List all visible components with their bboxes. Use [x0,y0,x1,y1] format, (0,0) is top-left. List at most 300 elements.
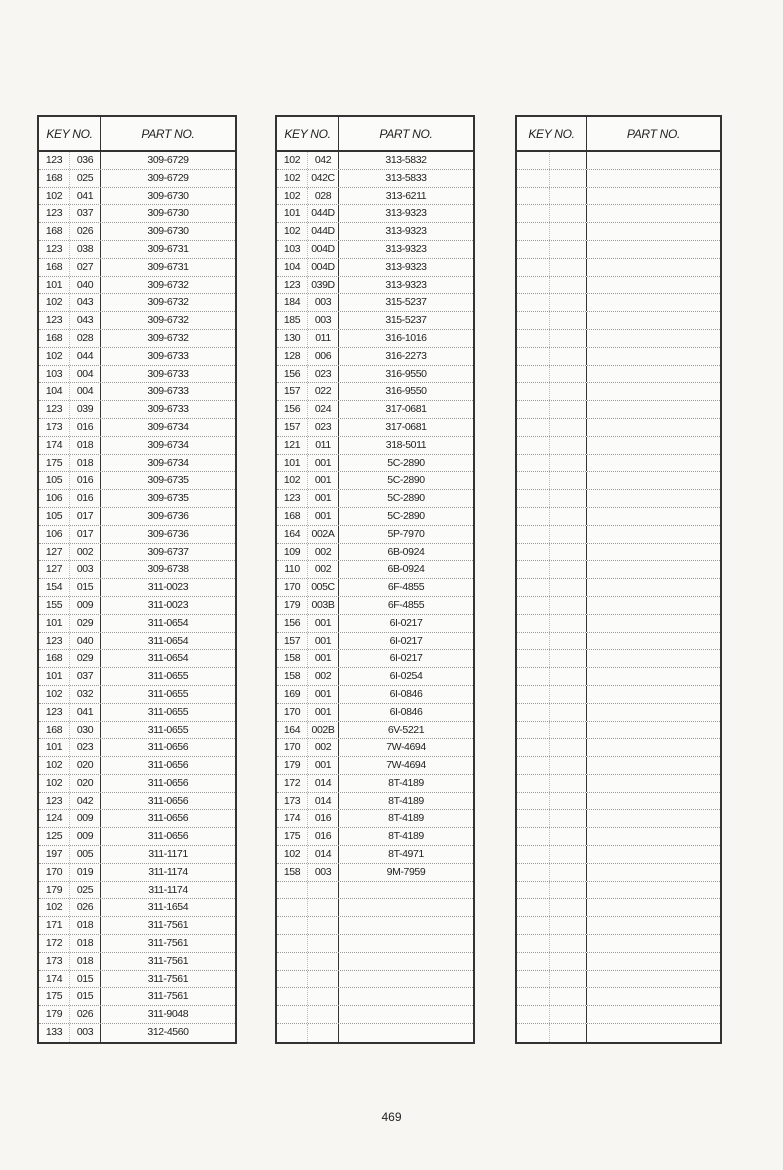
item-no-cell: 036 [70,152,101,169]
parts-index-table-3 [515,115,722,1044]
item-no-cell: 003 [308,294,339,311]
item-no-cell [550,810,587,827]
part-no-cell: 318-5011 [385,438,427,451]
part-no-cell: 312-4560 [147,1026,189,1039]
key-no-cell: 174 [277,810,308,827]
item-no-cell: 037 [70,205,101,222]
part-no-cell: 309-6729 [147,154,189,166]
part-no-cell: 309-6731 [147,242,189,255]
key-no-cell [517,686,550,703]
key-no-cell [517,401,550,418]
table-row [39,757,235,775]
item-no-cell: 004D [308,259,339,276]
table-row [277,1024,473,1042]
table-row [39,917,235,935]
item-no-cell [308,935,339,952]
part-no-cell [339,917,473,934]
key-no-cell [517,437,550,454]
item-no-cell: 003 [70,1024,101,1042]
part-no-cell: 6B-0924 [387,545,425,558]
part-no-cell: 309-6730 [147,189,189,202]
table-row [39,739,235,757]
part-no-cell: 316-9550 [385,367,427,380]
key-no-cell [517,988,550,1005]
part-no-cell: 309-6732 [147,314,189,327]
table-header [39,117,235,152]
key-no-cell [517,704,550,721]
key-no-cell [517,348,550,365]
key-no-cell: 102 [277,472,308,489]
key-no-cell: 169 [277,686,308,703]
table-row [39,259,235,277]
part-no-cell [587,383,720,400]
item-no-cell: 003B [308,597,339,614]
item-no-cell: 018 [70,917,101,934]
item-no-cell [550,544,587,561]
table-row [517,882,720,900]
key-no-cell: 123 [39,152,70,169]
table-row [39,348,235,366]
part-no-cell: 311-0654 [147,652,189,665]
table-row [517,259,720,277]
key-no-cell: 102 [277,188,308,205]
table-row [39,188,235,206]
item-no-cell: 011 [308,437,339,454]
table-body [39,152,235,1042]
table-row [39,526,235,544]
table-row [39,205,235,223]
table-row [517,650,720,668]
key-no-cell: 156 [277,366,308,383]
part-no-cell [587,579,720,596]
key-no-cell [517,828,550,845]
item-no-cell: 024 [308,401,339,418]
part-no-cell: 311-0656 [147,794,189,807]
item-no-cell [550,828,587,845]
table-row [277,508,473,526]
item-no-cell: 001 [308,757,339,774]
item-no-cell: 002 [308,561,339,578]
part-no-cell [339,935,473,952]
part-no-cell [587,437,720,454]
key-no-cell: 157 [277,419,308,436]
part-no-cell [587,668,720,685]
item-no-cell: 004 [70,383,101,400]
key-no-cell: 179 [39,1006,70,1023]
part-no-cell: 311-1171 [148,848,188,861]
part-no-cell: 309-6733 [147,385,189,398]
key-no-cell [517,561,550,578]
key-no-cell [517,810,550,827]
part-no-header: PART NO. [141,126,195,141]
table-row [277,437,473,455]
table-row [277,366,473,384]
part-no-cell: 309-6735 [147,492,189,505]
table-row [517,419,720,437]
key-no-cell: 168 [39,170,70,187]
key-no-cell [517,971,550,988]
table-row [39,472,235,490]
part-no-cell: 6F-4855 [387,581,425,594]
table-row [277,597,473,615]
key-no-cell: 170 [277,739,308,756]
part-no-cell: 315-5237 [385,296,427,309]
item-no-cell: 023 [70,739,101,756]
key-no-cell: 102 [277,223,308,240]
item-no-cell [550,205,587,222]
key-no-cell: 124 [39,810,70,827]
key-no-cell: 104 [277,259,308,276]
part-no-cell: 311-7561 [147,954,189,967]
key-no-cell: 157 [277,633,308,650]
item-no-cell [550,170,587,187]
item-no-cell: 016 [308,828,339,845]
key-no-cell: 127 [39,561,70,578]
table-row [39,846,235,864]
table-row [517,1024,720,1042]
table-row [517,953,720,971]
key-no-cell: 168 [39,259,70,276]
item-no-cell: 042C [308,170,339,187]
item-no-cell: 028 [70,330,101,347]
key-no-cell: 175 [39,455,70,472]
part-no-cell: 311-7561 [147,937,189,950]
part-no-cell: 317-0681 [385,403,427,416]
key-no-cell: 154 [39,579,70,596]
table-row [277,455,473,473]
part-no-cell: 6I-0217 [389,616,423,629]
table-row [517,757,720,775]
key-no-cell: 172 [39,935,70,952]
item-no-cell: 039D [308,277,339,294]
key-no-cell: 101 [39,615,70,632]
table-row [277,526,473,544]
table-row [517,526,720,544]
part-no-cell: 311-1654 [147,901,189,914]
table-row [277,579,473,597]
key-no-cell: 105 [39,508,70,525]
part-no-cell: 309-6731 [147,260,189,273]
key-no-cell [517,953,550,970]
table-row [517,846,720,864]
item-no-cell [550,490,587,507]
key-no-cell: 173 [39,953,70,970]
table-row [277,668,473,686]
key-no-cell: 102 [39,757,70,774]
part-no-cell [587,828,720,845]
table-row [39,775,235,793]
item-no-cell: 001 [308,472,339,489]
item-no-cell: 037 [70,668,101,685]
item-no-cell: 027 [70,259,101,276]
part-no-cell: 311-0023 [147,598,189,611]
key-no-cell: 158 [277,650,308,667]
part-no-cell: 311-0654 [147,616,189,629]
key-no-cell: 123 [39,312,70,329]
key-no-cell [277,1006,308,1023]
item-no-cell: 003 [70,561,101,578]
table-row [277,846,473,864]
key-no-header: KEY NO. [517,117,587,150]
key-no-cell: 102 [39,348,70,365]
table-row [39,170,235,188]
table-row [517,205,720,223]
part-no-cell [587,846,720,863]
part-no-cell [587,277,720,294]
key-no-cell [517,597,550,614]
item-no-cell: 028 [308,188,339,205]
key-no-cell: 103 [39,366,70,383]
part-no-cell: 309-6733 [147,367,189,380]
item-no-cell: 002 [308,668,339,685]
table-row [39,615,235,633]
key-no-cell [517,722,550,739]
item-no-cell [550,366,587,383]
part-no-cell: 5C-2890 [387,456,425,469]
table-row [277,917,473,935]
table-row [277,775,473,793]
part-no-cell: 311-0656 [147,741,189,754]
table-row [277,205,473,223]
table-row [517,988,720,1006]
part-no-header: PART NO. [626,126,681,141]
part-no-cell: 8T-4189 [388,830,424,843]
table-row [517,294,720,312]
item-no-cell: 017 [70,526,101,543]
table-row [277,152,473,170]
table-row [277,188,473,206]
key-no-cell: 123 [39,401,70,418]
table-row [517,971,720,989]
part-no-cell [587,294,720,311]
item-no-cell [550,241,587,258]
key-no-cell [517,917,550,934]
item-no-cell [550,722,587,739]
part-no-cell [587,330,720,347]
part-no-cell: 6I-0846 [389,687,423,700]
part-no-cell [587,419,720,436]
key-no-cell [277,935,308,952]
key-no-cell: 173 [277,793,308,810]
table-row [277,739,473,757]
item-no-cell [550,882,587,899]
item-no-cell [308,971,339,988]
table-row [517,241,720,259]
item-no-cell: 011 [308,330,339,347]
part-no-cell: 309-6734 [147,420,189,433]
part-no-cell: 309-6738 [147,563,189,576]
part-no-cell: 313-9323 [385,260,427,273]
part-no-cell: 8T-4971 [388,848,424,861]
part-no-cell: 311-1174 [148,883,188,896]
part-no-cell: 313-5832 [385,154,427,166]
key-no-cell: 101 [39,668,70,685]
part-no-cell: 309-6735 [147,474,189,487]
part-no-cell [587,1006,720,1023]
key-no-cell [517,615,550,632]
key-no-cell [517,419,550,436]
key-no-cell: 106 [39,526,70,543]
item-no-cell: 043 [70,312,101,329]
key-no-cell: 184 [277,294,308,311]
part-no-cell [587,704,720,721]
part-no-cell: 309-6736 [147,527,189,540]
key-no-cell [517,383,550,400]
item-no-cell: 032 [70,686,101,703]
item-no-cell: 041 [70,704,101,721]
item-no-cell: 044D [308,223,339,240]
table-row [39,241,235,259]
key-no-cell: 123 [277,277,308,294]
part-no-cell [587,882,720,899]
item-no-cell: 040 [70,633,101,650]
item-no-cell: 016 [308,810,339,827]
part-no-cell: 309-6734 [147,456,189,469]
part-no-cell: 311-0655 [147,670,189,683]
table-row [39,810,235,828]
item-no-cell [550,650,587,667]
key-no-cell: 168 [39,650,70,667]
part-no-cell: 316-2273 [385,349,427,362]
part-no-cell [587,615,720,632]
part-no-cell [587,401,720,418]
key-no-cell [277,882,308,899]
table-row [39,152,235,170]
table-row [39,650,235,668]
key-no-header: KEY NO. [277,117,339,150]
item-no-cell: 023 [308,419,339,436]
table-row [277,170,473,188]
table-row [277,633,473,651]
key-no-cell: 168 [39,722,70,739]
part-no-cell: 6V-5221 [387,723,425,736]
item-no-cell [550,401,587,418]
key-no-cell [517,366,550,383]
key-no-cell: 101 [39,277,70,294]
table-row [517,633,720,651]
part-no-cell: 8T-4189 [388,776,424,789]
key-no-cell [517,793,550,810]
table-row [39,401,235,419]
part-no-cell [339,988,473,1005]
table-row [39,419,235,437]
table-row [517,668,720,686]
part-no-cell: 311-0656 [147,776,189,789]
part-no-cell [339,882,473,899]
table-row [517,277,720,295]
table-row [277,472,473,490]
table-row [277,810,473,828]
key-no-cell [517,775,550,792]
item-no-cell: 006 [308,348,339,365]
item-no-cell [550,757,587,774]
item-no-cell [550,668,587,685]
key-no-cell [517,188,550,205]
table-row [277,544,473,562]
part-no-cell [587,953,720,970]
key-no-cell: 127 [39,544,70,561]
part-no-cell: 311-1174 [148,865,188,878]
part-no-cell: 311-7561 [147,972,189,985]
table-row [517,544,720,562]
key-no-cell: 164 [277,526,308,543]
item-no-cell [550,561,587,578]
table-row [39,383,235,401]
item-no-cell: 009 [70,828,101,845]
part-no-cell [587,597,720,614]
table-row [277,704,473,722]
key-no-cell [517,490,550,507]
key-no-cell [517,312,550,329]
table-row [277,971,473,989]
table-row [517,188,720,206]
part-no-cell: 311-7561 [147,990,189,1003]
part-no-cell: 313-9323 [385,242,427,255]
part-no-cell: 309-6733 [147,403,189,416]
part-no-cell [587,241,720,258]
item-no-cell: 022 [308,383,339,400]
table-row [277,401,473,419]
item-no-cell: 001 [308,508,339,525]
table-row [277,686,473,704]
part-no-cell: 6F-4855 [387,598,425,611]
part-no-cell [587,472,720,489]
table-row [517,810,720,828]
key-no-cell: 156 [277,615,308,632]
table-row [39,437,235,455]
key-no-cell: 158 [277,668,308,685]
key-no-cell: 170 [39,864,70,881]
part-no-cell [587,917,720,934]
item-no-cell [550,312,587,329]
item-no-cell: 039 [70,401,101,418]
table-row [277,419,473,437]
table-row [277,882,473,900]
part-no-cell: 309-6730 [147,207,189,220]
item-no-cell: 038 [70,241,101,258]
key-no-cell [517,935,550,952]
part-no-cell [587,935,720,952]
item-no-cell: 001 [308,650,339,667]
key-no-cell: 121 [277,437,308,454]
table-row [39,722,235,740]
item-no-cell: 029 [70,615,101,632]
part-no-cell: 311-0656 [147,759,189,772]
item-no-cell [550,971,587,988]
item-no-cell: 016 [70,472,101,489]
part-no-cell: 313-9323 [385,207,427,220]
item-no-cell: 018 [70,455,101,472]
table-row [277,223,473,241]
part-no-cell: 316-1016 [385,331,427,344]
key-no-cell [517,294,550,311]
key-no-cell: 102 [39,294,70,311]
table-row [39,508,235,526]
table-row [517,615,720,633]
table-row [39,793,235,811]
key-no-cell: 102 [277,170,308,187]
key-no-cell: 110 [277,561,308,578]
table-body [517,152,720,1042]
table-row [517,739,720,757]
table-row [277,330,473,348]
table-row [39,544,235,562]
key-no-cell: 102 [277,846,308,863]
item-no-cell [550,615,587,632]
key-no-cell: 133 [39,1024,70,1042]
part-no-cell [587,508,720,525]
table-row [277,793,473,811]
